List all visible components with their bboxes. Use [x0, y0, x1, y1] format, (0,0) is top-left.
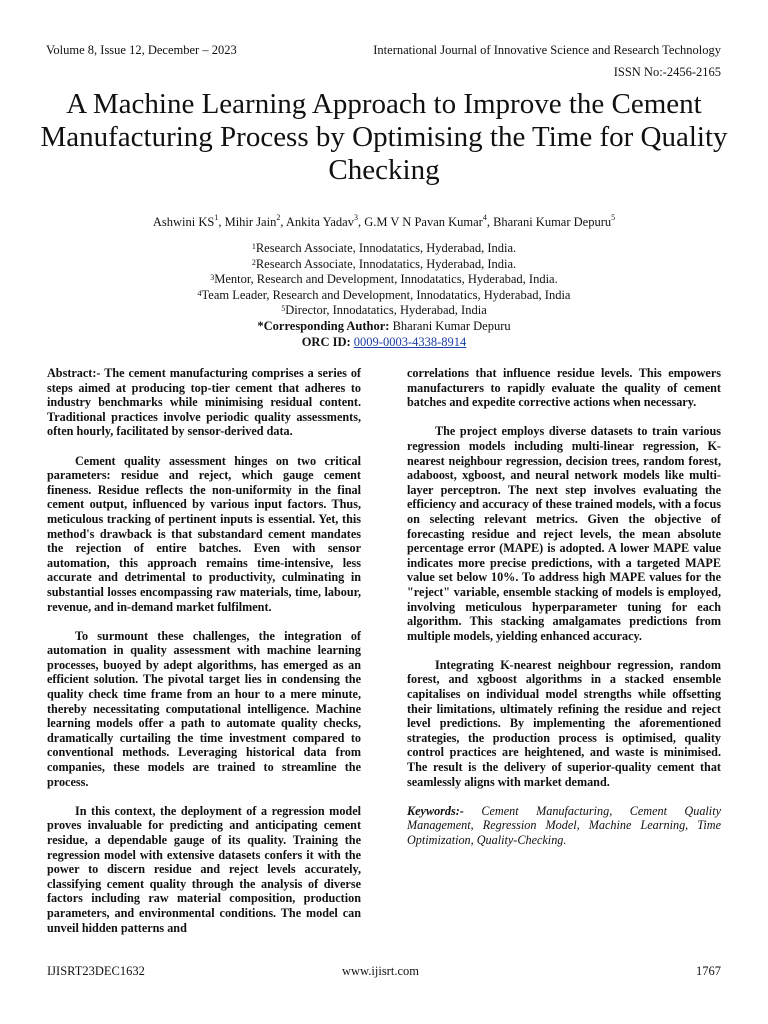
author: Ankita Yadav	[285, 215, 354, 229]
keywords	[407, 804, 721, 848]
abstract-paragraph: Abstract:- The cement manufacturing comprises a series of steps aimed at producing top-tier cement that adheres to industry benchmarks while minimising residual content. Traditional practices involve periodic quality assessments, often hourly, facilitated by sensor-derived data.	[47, 366, 361, 439]
affiliation: $^2$Research Associate, Innodatatics, Hyderabad, India.	[251, 256, 517, 271]
issn: ISSN No:-2456-2165	[613, 65, 721, 79]
affiliations	[40, 241, 728, 350]
affiliation: $^5$Director, Innodatatics, Hyderabad, India	[281, 303, 487, 318]
affiliation: $^1$Research Associate, Innodatatics, Hyderabad, India.	[251, 241, 517, 255]
body-paragraph: Integrating K-nearest neighbour regression, random forest, and xgboost algorithms in a stacked ensemble capitalises on individual model strengths while offsetting their limitations, ultimately refining the residue and reject level predictions. By implementing the aforementioned strategies, the production process is optimised, quality control practices are heightened, and waste is minimised. The result is the delivery of superior-quality cement that seamlessly aligns with market demand.	[407, 657, 721, 789]
keywords-label: Keywords:-	[407, 803, 464, 818]
orcid-link[interactable]: 0009-0003-4338-8914	[353, 334, 467, 349]
author: Bharani Kumar Depuru	[493, 215, 612, 229]
journal-name: International Journal of Innovative Science and Research Technology	[373, 43, 721, 57]
orcid: ORC ID: 0009-0003-4338-8914	[301, 334, 467, 349]
affiliation: $^3$Mentor, Research and Development, Innodatatics, Hyderabad, India.	[210, 272, 558, 287]
page-number: 1767	[696, 964, 721, 978]
journal-url[interactable]: www.ijisrt.com	[342, 964, 419, 978]
affiliation: $^4$Team Leader, Research and Development, Innodatatics, Hyderabad, India	[197, 287, 571, 302]
author: Mihir Jain	[224, 215, 277, 229]
paper-title: A Machine Learning Approach to Improve the Cement Manufacturing Process by Optimising the Time for Quality Checking	[40, 88, 728, 186]
keywords-text: Cement Manufacturing, Cement Quality Management, Regression Model, Machine Learning, Time Optimization, Quality-Checking.	[407, 803, 721, 847]
author: Ashwini KS	[152, 215, 215, 229]
paper-id: IJISRT23DEC1632	[47, 964, 145, 978]
body-paragraph: The project employs diverse datasets to train various regression models including multi-linear regression, K-nearest neighbour regression, decision trees, random forest, adaboost, xgboost, and neural network models like multi-layer perceptron. The next step involves evaluating the efficiency and accuracy of these trained models, with a focus on selecting relevant metrics. Given the objective of forecasting residue and reject levels, the mean absolute percentage error (MAPE) is adopted. A lower MAPE value indicates more precise predictions, with a targeted MAPE value set below 10%. To address high MAPE values for the "reject" variable, ensemble stacking of models is employed, involving meticulous hyperparameter tuning for each algorithm. This stacking amalgamates predictions from multiple models, yielding enhanced accuracy.	[407, 424, 721, 643]
body-paragraph: correlations that influence residue levels. This empowers manufacturers to rapidly evaluate the quality of cement batches and expedite corrective actions when necessary.	[407, 366, 721, 410]
body-paragraph: To surmount these challenges, the integration of automation in quality assessment with machine learning processes, buoyed by adept algorithms, has emerged as an efficient solution. The pivotal target lies in condensing the quality check time frame from an hour to a mere minute, thereby necessitating computational intelligence. Machine learning models offer a path to automate quality checks, dramatically curtailing the time investment compared to conventional methods. Leveraging historical data from companies, these models are trained to streamline the process.	[47, 628, 361, 789]
author-list: Ashwini $KS^1$, Mihir Jain$^2$, Ankita Yadav$^3$, G.M V N Pavan Kumar$^4$, Bharani Kumar Depuru$^5$	[152, 213, 616, 229]
author: G.M V N Pavan Kumar	[364, 215, 483, 229]
volume-issue: Volume 8, Issue 12, December – 2023	[46, 43, 237, 57]
right-column	[407, 366, 721, 862]
left-column	[47, 366, 361, 950]
body-paragraph: In this context, the deployment of a regression model proves invaluable for predicting and anticipating cement residue, a dependable gauge of its quality. Training the regression model with extensive datasets confers it with the power to discern residue and reject levels accurately, classifying cement quality through the analysis of diverse factors including raw material composition, production parameters, and environmental conditions. The model can unveil hidden patterns and	[47, 803, 361, 935]
corresponding-author: *Corresponding Author: Bharani Kumar Depuru	[257, 318, 511, 333]
body-paragraph: Cement quality assessment hinges on two critical parameters: residue and reject, which gauge cement fineness. Residue reflects the non-uniformity in the final cement output, influenced by various input factors. Thus, meticulous tracking of pertinent inputs is essential. Yet, this method's drawback is that substandard cement mandates the rejection of entire batches. Even with sensor automation, this approach remains time-intensive, less accurate and detrimental to productivity, culminating in substantial losses encompassing raw materials, time, labour, revenue, and in-demand market fulfilment.	[47, 453, 361, 614]
